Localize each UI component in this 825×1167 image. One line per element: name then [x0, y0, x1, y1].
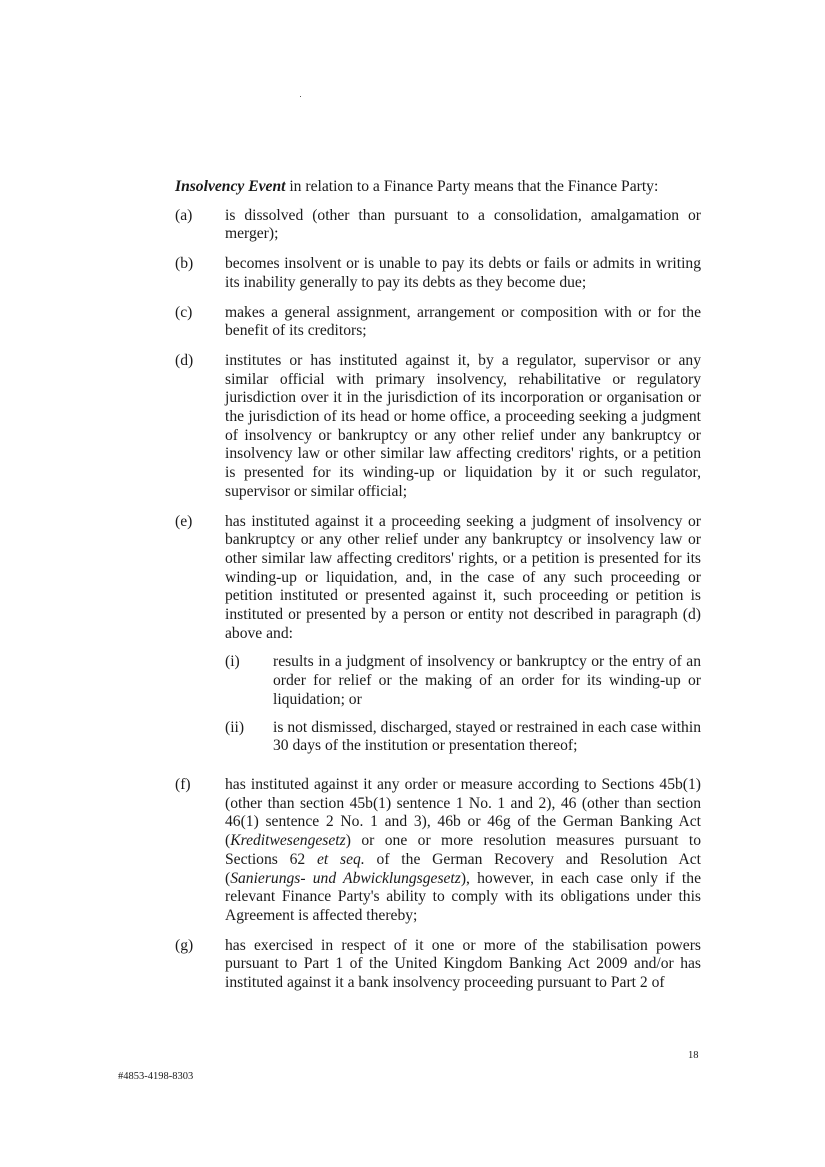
item-label: (c)	[175, 303, 193, 321]
item-label: (g)	[175, 936, 194, 954]
item-label: (f)	[175, 775, 191, 793]
defined-term: Insolvency Event	[175, 178, 286, 195]
text-run: ) or one or more resolution measures pursuant to Sections 62	[225, 832, 701, 868]
text-run: has instituted against it any order or measure according to Sections 45b(1) (other than section 45b(1) sentence 1 No. 1 and 2), 46 (other than section 46(1) sentence 2 No. 1 and 3), 46b or 46g of the German Banking Act (	[225, 775, 701, 850]
item-label: (b)	[175, 255, 194, 273]
item-text: has exercised in respect of it one or more of the stabilisation powers pursuant to Part 1 of the United Kingdom Banking Act 2009 and/or has instituted against it a bank insolvency proceeding pursuant to Part 2 of	[225, 936, 701, 992]
item-text	[225, 776, 701, 926]
definition-lead-text: in relation to a Finance Party means that the Finance Party:	[285, 178, 659, 195]
list-item-e	[175, 513, 701, 765]
german-term-sag: Sanierungs- und Abwicklungsgesetz	[230, 869, 461, 887]
sub-item-text: results in a judgment of insolvency or bankruptcy or the entry of an order for relief or the making of an order for its winding-up or liquidation; or	[273, 653, 701, 708]
text-run: of the German Recovery and Resolution Act (	[225, 850, 702, 887]
item-text: becomes insolvent or is unable to pay its debts or fails or admits in writing its inability generally to pay its debts as they become due;	[225, 255, 701, 291]
scan-speck	[300, 96, 301, 97]
latin-et-seq: et seq.	[317, 850, 365, 868]
definition-intro	[175, 178, 701, 197]
document-id: #4853-4198-8303	[118, 1071, 194, 1082]
item-body	[225, 513, 701, 765]
list-item-c	[175, 304, 701, 341]
item-label: (d)	[175, 351, 194, 369]
list-item-g	[175, 937, 701, 993]
list-item-f	[175, 776, 701, 926]
sub-item-i	[225, 653, 701, 709]
list-item-b	[175, 255, 701, 292]
item-text: institutes or has instituted against it, by a regulator, supervisor or any similar official with primary insolvency, rehabilitative or regulatory jurisdiction over it in the jurisdiction of its incorporation or organisation or the jurisdiction of its head or home office, a proceeding seeking a judgment of insolvency or bankruptcy or any other relief under any bankruptcy or insolvency law or other similar law affecting creditors' rights, or a petition is presented for its winding-up or liquidation by it or such regulator, supervisor or similar official;	[225, 351, 701, 500]
item-label: (a)	[175, 206, 193, 224]
text-run: ), however, in each case only if the relevant Finance Party's ability to comply with its obligations under this Agreement is affected thereby;	[225, 869, 701, 924]
document-body	[175, 178, 701, 1004]
sub-item-text: is not dismissed, discharged, stayed or restrained in each case within 30 days of the institution or presentation thereof;	[273, 718, 701, 755]
item-label: (e)	[175, 512, 193, 530]
sub-list	[225, 653, 701, 756]
item-text: makes a general assignment, arrangement or composition with or for the benefit of its creditors;	[225, 303, 701, 340]
page-number: 18	[688, 1050, 699, 1061]
german-term-kreditwesengesetz: Kreditwesengesetz	[230, 832, 346, 850]
item-text: has instituted against it a proceeding seeking a judgment of insolvency or bankruptcy or any other relief under any bankruptcy or insolvency law or other similar law affecting creditors' rights, or a petition is presented for its winding-up or liquidation, and, in the case of any such proceeding or petition instituted or presented against it, such proceeding or petition is instituted or presented by a person or entity not described in paragraph (d) above and:	[225, 512, 701, 642]
list-item-a	[175, 207, 701, 244]
item-text: is dissolved (other than pursuant to a consolidation, amalgamation or merger);	[225, 206, 701, 243]
sub-item-ii	[225, 719, 701, 756]
list-item-d	[175, 352, 701, 502]
sub-item-label: (ii)	[225, 718, 245, 736]
sub-item-label: (i)	[225, 653, 240, 671]
